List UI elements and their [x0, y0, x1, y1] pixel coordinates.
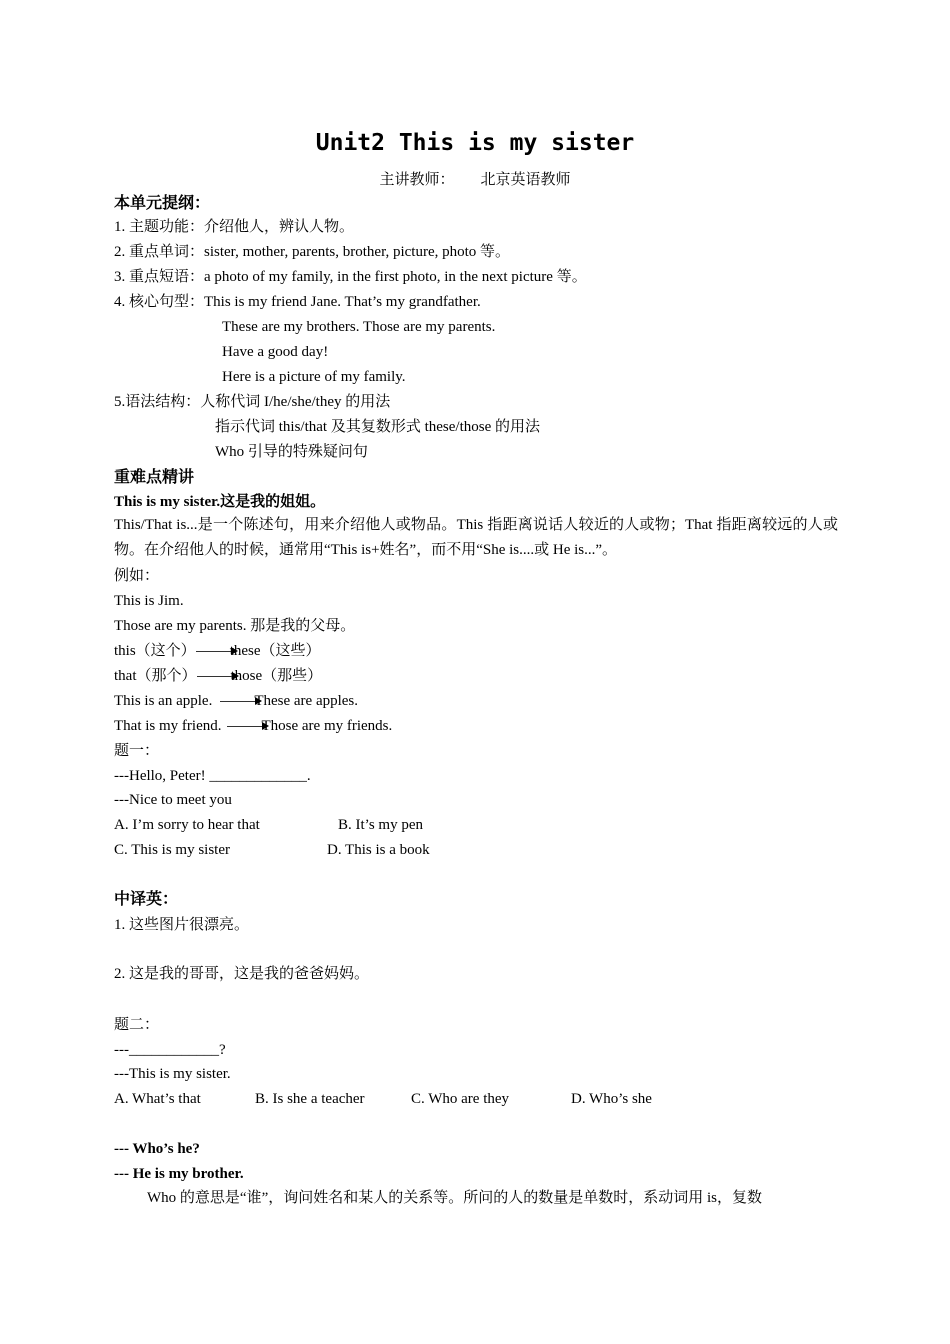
question-2-line-2: ---This is my sister.: [114, 1066, 231, 1082]
page-title: Unit2 This is my sister: [315, 130, 635, 156]
option-b: B. It’s my pen: [338, 817, 423, 833]
pair-right: those（那些）: [230, 668, 323, 684]
right-arrow-icon: [196, 647, 238, 657]
option-a: A. What’s that: [114, 1091, 201, 1107]
pair-right: Those are my friends.: [261, 718, 393, 734]
option-b: B. Is she a teacher: [255, 1091, 365, 1107]
right-arrow-icon: [197, 672, 239, 682]
example-1: This is Jim.: [114, 593, 184, 609]
translate-heading: 中译英：: [114, 889, 179, 908]
outline-item-4: 4. 核心句型：This is my friend Jane. That’s my grandfather.: [114, 294, 481, 310]
option-c: C. This is my sister: [114, 842, 230, 858]
outline-item-5-line-3: Who 引导的特殊疑问句: [215, 444, 368, 460]
question-2-line-1: ---____________?: [114, 1042, 226, 1058]
pair-row: [114, 691, 358, 711]
option-a: A. I’m sorry to hear that: [114, 817, 260, 833]
outline-item-1: 1. 主题功能：介绍他人，辨认人物。: [114, 219, 355, 235]
pair-right: These are apples.: [254, 693, 359, 709]
pair-left: This is an apple.: [114, 693, 213, 709]
pair-left: this（这个）: [114, 643, 196, 659]
example-2: Those are my parents. 那是我的父母。: [114, 618, 356, 634]
outline-item-4-line-4: Here is a picture of my family.: [222, 369, 406, 385]
question-2-label: 题二：: [114, 1017, 160, 1033]
pair-left: that（那个）: [114, 668, 197, 684]
example-label: 例如：: [114, 568, 160, 584]
focus-explanation: This/That is...是一个陈述句，用来介绍他人或物品。This 指距离说话人较近的人或物；That 指距离较远的人或物。在介绍他人的时候，通常用“This is+姓名”，而不用“She is....或 He is...”。: [114, 517, 838, 558]
outline-item-2: 2. 重点单词：sister, mother, parents, brother, picture, photo 等。: [114, 244, 511, 260]
pair-right: these（这些）: [229, 643, 321, 659]
outline-item-4-line-2: These are my brothers. Those are my parents.: [222, 319, 496, 335]
translate-item-2: 2. 这是我的哥哥，这是我的爸爸妈妈。: [114, 966, 370, 982]
dialog-line-2: --- He is my brother.: [114, 1166, 244, 1182]
focus-sentence: This is my sister.这是我的姐姐。: [114, 494, 326, 510]
translate-item-1: 1. 这些图片很漂亮。: [114, 917, 250, 933]
outline-item-5: 5.语法结构：人称代词 I/he/she/they 的用法: [114, 394, 391, 410]
right-arrow-icon: [227, 722, 269, 732]
option-d: D. This is a book: [327, 842, 430, 858]
teacher-line: [0, 168, 950, 189]
option-c: C. Who are they: [411, 1091, 510, 1107]
outline-item-4-line-3: Have a good day!: [222, 344, 329, 360]
pair-row: [114, 666, 322, 686]
focus-heading: 重难点精讲: [114, 467, 195, 486]
outline-item-3: 3. 重点短语：a photo of my family, in the first photo, in the next picture 等。: [114, 269, 587, 285]
pair-left: That is my friend.: [114, 718, 222, 734]
teacher-name: 北京英语教师: [480, 170, 571, 188]
question-1-label: 题一：: [114, 743, 160, 759]
question-1-line-2: ---Nice to meet you: [114, 792, 232, 808]
question-1-line-1: ---Hello, Peter! _____________.: [114, 768, 311, 784]
pair-row: [114, 716, 392, 736]
teacher-label: 主讲教师：: [379, 170, 455, 188]
pair-row: [114, 641, 321, 661]
right-arrow-icon: [220, 697, 262, 707]
dialog-line-1: --- Who’s he?: [114, 1141, 200, 1157]
option-d: D. Who’s she: [571, 1091, 652, 1107]
who-explanation: Who 的意思是“谁”，询问姓名和某人的关系等。所问的人的数量是单数时，系动词用 is，复数: [147, 1190, 762, 1206]
outline-item-5-line-2: 指示代词 this/that 及其复数形式 these/those 的用法: [215, 419, 540, 435]
outline-heading: 本单元提纲：: [114, 193, 211, 212]
